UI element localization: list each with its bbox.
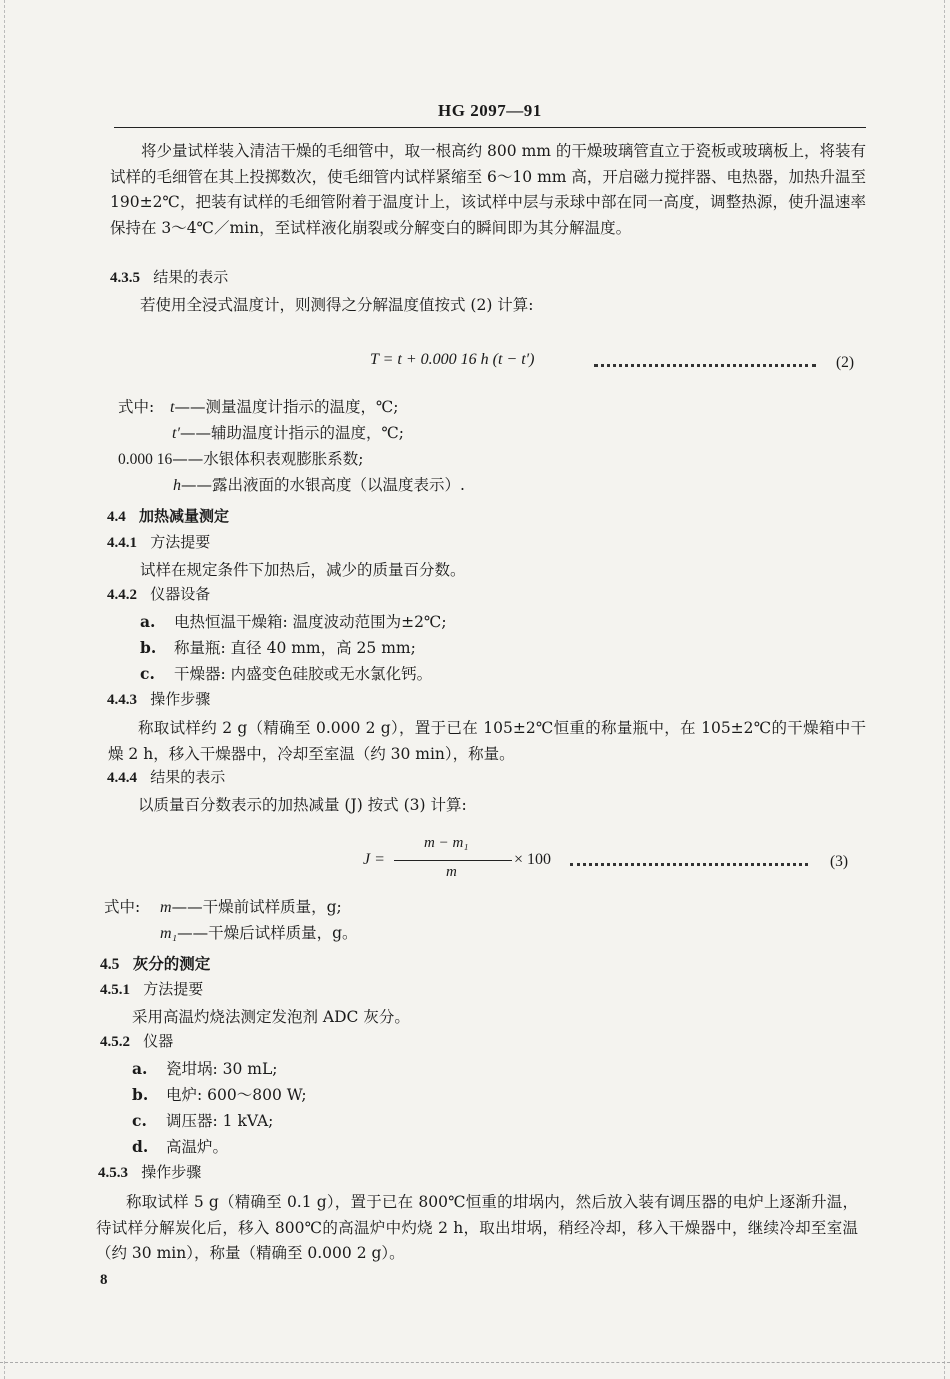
list-item: [132, 1082, 307, 1108]
section-title: 方法提要: [150, 533, 211, 551]
list-text: 电热恒温干燥箱: 温度波动范围为±2℃;: [174, 613, 447, 631]
list-marker: c.: [132, 1111, 147, 1130]
list-text: 电炉: 600～800 W;: [166, 1086, 307, 1104]
intro-paragraph: 将少量试样装入清洁干燥的毛细管中，取一根高约 800 mm 的干燥玻璃管直立于瓷板或玻璃板上，将装有试样的毛细管在其上投掷数次，使毛细管内试样紧缩至 6～10 mm 高，开启磁力搅拌器、电热器，加热升温至 190±2℃，把装有试样的毛细管附着于温度计上，该试样中层与汞球中部在同一高度，调整热源，使升温速率保持在 3～4℃／min，至试样液化崩裂或分解变白的瞬间即为其分解温度。: [110, 142, 866, 237]
def-description: ——水银体积表观膨胀系数;: [172, 450, 364, 468]
list-item: [140, 635, 416, 661]
list-item: [132, 1134, 228, 1160]
section-4-5-1-heading: [100, 978, 203, 999]
standard-code: HG 2097—91: [438, 101, 542, 120]
section-4-5-3-heading: [98, 1161, 201, 1182]
section-title: 结果的表示: [153, 268, 229, 286]
section-number: 4.4.1: [107, 535, 137, 551]
section-number: 4.5.2: [100, 1034, 130, 1050]
section-number: 4.3.5: [110, 270, 140, 286]
section-number: 4.5.3: [98, 1165, 128, 1181]
def-description: ——测量温度计指示的温度，℃;: [174, 398, 399, 416]
def-symbol: h: [173, 477, 181, 494]
section-4-5-3-text: 称取试样 5 g（精确至 0.1 g），置于已在 800℃恒重的坩埚内，然后放入装有调压器的电炉上逐渐升温，待试样分解炭化后，移入 800℃的高温炉中灼烧 2 h，取出坩埚，稍经冷却，移入干燥器中，继续冷却至室温（约 30 min），称量（精确至 0.000 2 g）。: [96, 1193, 858, 1262]
section-number: 4.5: [100, 956, 120, 973]
def-description: ——干燥后试样质量，g。: [177, 924, 358, 942]
section-number: 4.4.2: [107, 587, 137, 603]
where-label: 式中:: [104, 898, 141, 916]
leader-dots: [570, 863, 808, 866]
leader-dots: [594, 364, 816, 367]
list-text: 调压器: 1 kVA;: [166, 1112, 274, 1130]
equation-number-3: (3): [830, 853, 849, 870]
header-rule: [114, 127, 866, 128]
def-symbol: t′: [172, 425, 180, 442]
section-4-4-3-heading: [107, 688, 210, 709]
def-description: ——露出液面的水银高度（以温度表示）.: [181, 476, 465, 494]
section-title: 操作步骤: [150, 690, 211, 708]
formula-3-numerator: m − m₁: [424, 835, 469, 851]
list-marker: b.: [140, 638, 157, 657]
section-title: 加热减量测定: [138, 507, 229, 525]
def-row: [172, 420, 404, 447]
section-4-3-5-heading: [110, 266, 228, 287]
section-title: 方法提要: [143, 980, 204, 998]
def-row: [173, 472, 465, 499]
def-description: ——干燥前试样质量，g;: [171, 898, 342, 916]
list-marker: a.: [140, 612, 156, 631]
section-number: 4.4.4: [107, 770, 137, 786]
section-title: 仪器: [143, 1032, 174, 1050]
formula-3-denominator: m: [446, 864, 457, 880]
section-number: 4.4: [107, 509, 126, 525]
fraction-bar: [394, 860, 512, 861]
section-title: 灰分的测定: [132, 954, 211, 973]
scan-edge-bottom: [0, 1362, 950, 1363]
formula-3-lhs: J =: [363, 851, 385, 868]
section-title: 仪器设备: [150, 585, 211, 603]
scan-edge-right: [944, 0, 945, 1379]
formula-2: T = t + 0.000 16 h (t − t′): [370, 351, 535, 368]
section-number: 4.5.1: [100, 982, 130, 998]
def-symbol: m: [160, 899, 172, 916]
def-symbol: t: [170, 399, 175, 416]
section-4-4-1-text: 试样在规定条件下加热后，减少的质量百分数。: [140, 561, 466, 579]
section-4-5-2-heading: [100, 1030, 173, 1051]
def-description: ——辅助温度计指示的温度，℃;: [179, 424, 405, 442]
section-title: 结果的表示: [150, 768, 226, 786]
where-label: 式中:: [118, 398, 155, 416]
list-item: [132, 1108, 273, 1134]
list-marker: a.: [132, 1059, 148, 1078]
list-item: [140, 609, 447, 635]
section-4-5-heading: [100, 952, 210, 974]
def-symbol: m₁: [160, 925, 178, 942]
list-item: [140, 661, 432, 687]
section-4-3-5-text: 若使用全浸式温度计，则测得之分解温度值按式 (2) 计算:: [140, 296, 534, 314]
def-row: [160, 894, 342, 921]
def-symbol: 0.000 16: [118, 451, 173, 468]
list-text: 称量瓶: 直径 40 mm，高 25 mm;: [174, 639, 416, 657]
list-item: [132, 1056, 278, 1082]
section-title: 操作步骤: [141, 1163, 202, 1181]
list-marker: d.: [132, 1137, 149, 1156]
section-number: 4.4.3: [107, 692, 137, 708]
def-row: [118, 446, 363, 473]
section-4-4-heading: [107, 505, 229, 526]
section-4-4-4-heading: [107, 766, 225, 787]
equation-number-2: (2): [836, 354, 855, 371]
list-text: 干燥器: 内盛变色硅胶或无水氯化钙。: [174, 665, 433, 683]
section-4-4-4-text: 以质量百分数表示的加热减量 (J) 按式 (3) 计算:: [138, 796, 467, 814]
list-marker: c.: [140, 664, 155, 683]
section-4-4-3-text: 称取试样约 2 g（精确至 0.000 2 g），置于已在 105±2℃恒重的称量瓶中，在 105±2℃的干燥箱中干燥 2 h，移入干燥器中，冷却至室温（约 30 min），称量。: [108, 719, 866, 763]
list-text: 高温炉。: [166, 1138, 229, 1156]
section-4-5-1-text: 采用高温灼烧法测定发泡剂 ADC 灰分。: [132, 1008, 410, 1026]
page-number: 8: [100, 1272, 108, 1288]
list-marker: b.: [132, 1085, 149, 1104]
scan-edge-left: [4, 0, 5, 1379]
formula-3-multiplier: × 100: [514, 851, 552, 868]
def-row: [170, 394, 399, 421]
def-row: [160, 920, 358, 947]
section-4-4-1-heading: [107, 531, 210, 552]
list-text: 瓷坩埚: 30 mL;: [166, 1060, 278, 1078]
section-4-4-2-heading: [107, 583, 210, 604]
